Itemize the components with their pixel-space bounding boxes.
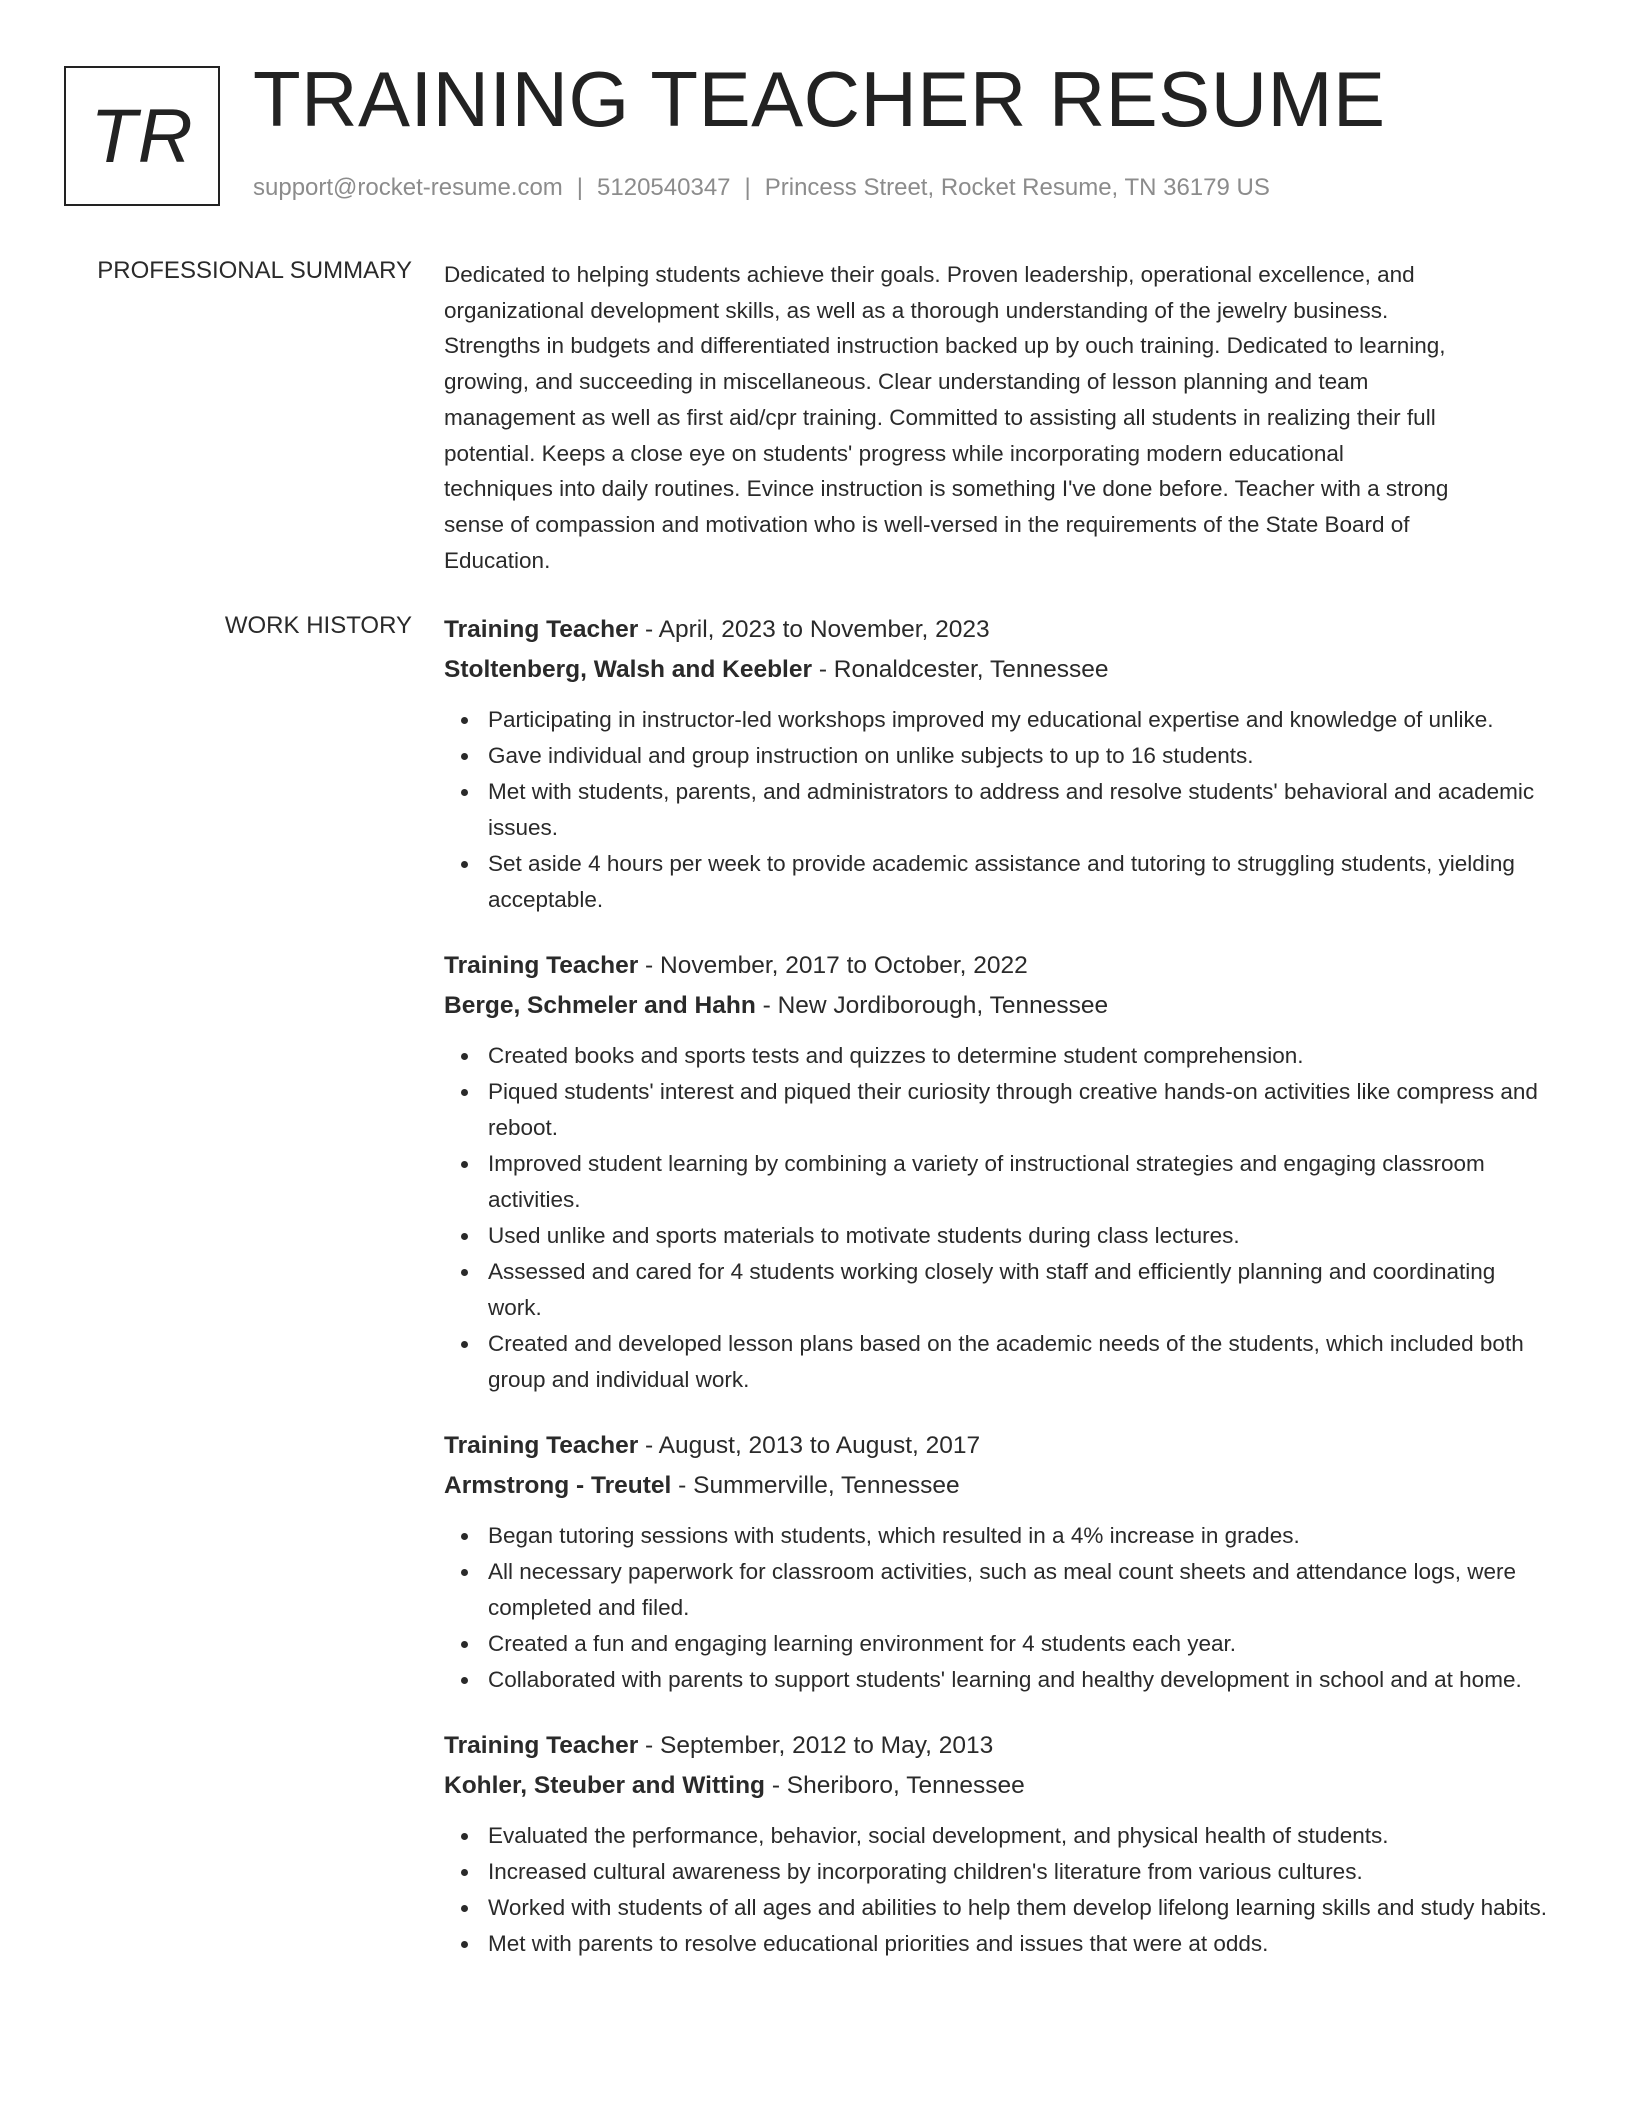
job-bullet: Met with parents to resolve educational priorities and issues that were at odds. [488,1926,1554,1962]
job-bullet-list [444,702,1554,918]
summary-line: potential. Keeps a close eye on students' progress while incorporating modern educational [444,440,1344,466]
monogram-badge: TR [64,66,220,206]
job-company-line [444,1766,1554,1806]
job-dates: - September, 2012 to May, 2013 [638,1732,994,1759]
job-location: - Ronaldcester, Tennessee [812,656,1109,683]
job-entry [444,946,1554,1398]
job-entry [444,1726,1554,1962]
contact-separator: | [744,174,751,201]
summary-line: sense of compassion and motivation who is well-versed in the requirements of the State Board of [444,511,1410,537]
job-company: Kohler, Steuber and Witting [444,1772,766,1799]
summary-line: techniques into daily routines. Evince instruction is something I've done before. Teacher with a strong [444,476,1449,502]
job-entry [444,1426,1554,1698]
job-bullet: Evaluated the performance, behavior, social development, and physical health of students. [488,1818,1554,1854]
work-history-section [444,610,1554,1990]
job-title: Training Teacher [444,1732,639,1759]
job-title: Training Teacher [444,1432,639,1459]
job-company-line [444,1466,1554,1506]
contact-address: Princess Street, Rocket Resume, TN 36179 US [764,174,1270,201]
job-company-line [444,986,1554,1026]
work-history-heading: WORK HISTORY [224,612,412,639]
job-bullet: Piqued students' interest and piqued their curiosity through creative hands-on activities like compress and reboot. [488,1074,1554,1146]
job-bullet: Worked with students of all ages and abilities to help them develop lifelong learning skills and study habits. [488,1890,1554,1926]
job-dates: - August, 2013 to August, 2017 [638,1432,981,1459]
summary-section [444,257,1554,578]
contact-phone[interactable]: 5120540347 [597,174,731,201]
job-bullet: All necessary paperwork for classroom activities, such as meal count sheets and attendance logs, were completed and filed. [488,1554,1554,1626]
summary-line: organizational development skills, as well as a thorough understanding of the jewelry business. [444,297,1389,323]
job-title-line [444,1726,1554,1766]
job-location: - Sheriboro, Tennessee [765,1772,1025,1799]
job-title: Training Teacher [444,616,639,643]
job-bullet: Created and developed lesson plans based on the academic needs of the students, which included both group and individual work. [488,1326,1554,1398]
job-bullet: Improved student learning by combining a variety of instructional strategies and engaging classroom activities. [488,1146,1554,1218]
job-bullet: Began tutoring sessions with students, which resulted in a 4% increase in grades. [488,1518,1554,1554]
job-title: Training Teacher [444,952,639,979]
job-bullet-list [444,1818,1554,1962]
job-location: - Summerville, Tennessee [671,1472,960,1499]
job-location: - New Jordiborough, Tennessee [755,992,1109,1019]
job-title-line [444,1426,1554,1466]
job-bullet: Set aside 4 hours per week to provide academic assistance and tutoring to struggling students, yielding acceptable. [488,846,1554,918]
summary-line: Dedicated to helping students achieve their goals. Proven leadership, operational excellence, and [444,262,1415,287]
job-bullet: Used unlike and sports materials to motivate students during class lectures. [488,1218,1554,1254]
job-company: Stoltenberg, Walsh and Keebler [444,656,813,683]
job-title-line [444,946,1554,986]
job-dates: - April, 2023 to November, 2023 [638,616,990,643]
job-bullet: Assessed and cared for 4 students working closely with staff and efficiently planning and coordinating work. [488,1254,1554,1326]
job-bullet: Collaborated with parents to support students' learning and healthy development in school and at home. [488,1662,1554,1698]
summary-line: Strengths in budgets and differentiated instruction backed up by ouch training. Dedicated to learning, [444,333,1446,359]
job-title-line [444,610,1554,650]
resume-title: TRAINING TEACHER RESUME [253,55,1386,143]
job-entry [444,610,1554,918]
contact-email[interactable]: support@rocket-resume.com [253,174,563,201]
job-company-line [444,650,1554,690]
job-bullet: Increased cultural awareness by incorporating children's literature from various cultures. [488,1854,1554,1890]
job-bullet: Created books and sports tests and quizzes to determine student comprehension. [488,1038,1554,1074]
job-company: Armstrong - Treutel [444,1472,672,1499]
summary-line: Education. [444,547,551,573]
summary-line: growing, and succeeding in miscellaneous. Clear understanding of lesson planning and team [444,369,1369,395]
summary-text [444,257,1554,578]
summary-line: management as well as first aid/cpr training. Committed to assisting all students in realizing their full [444,404,1436,430]
job-bullet-list [444,1038,1554,1398]
job-bullet: Created a fun and engaging learning environment for 4 students each year. [488,1626,1554,1662]
job-dates: - November, 2017 to October, 2022 [638,952,1028,979]
job-bullet: Met with students, parents, and administrators to address and resolve students' behavioral and academic issues. [488,774,1554,846]
job-bullet-list [444,1518,1554,1698]
summary-heading: PROFESSIONAL SUMMARY [97,257,412,284]
job-bullet: Gave individual and group instruction on unlike subjects to up to 16 students. [488,738,1554,774]
contact-separator: | [576,174,584,201]
job-bullet: Participating in instructor-led workshops improved my educational expertise and knowledge of unlike. [488,702,1554,738]
job-company: Berge, Schmeler and Hahn [444,992,756,1019]
contact-line [253,174,1270,202]
